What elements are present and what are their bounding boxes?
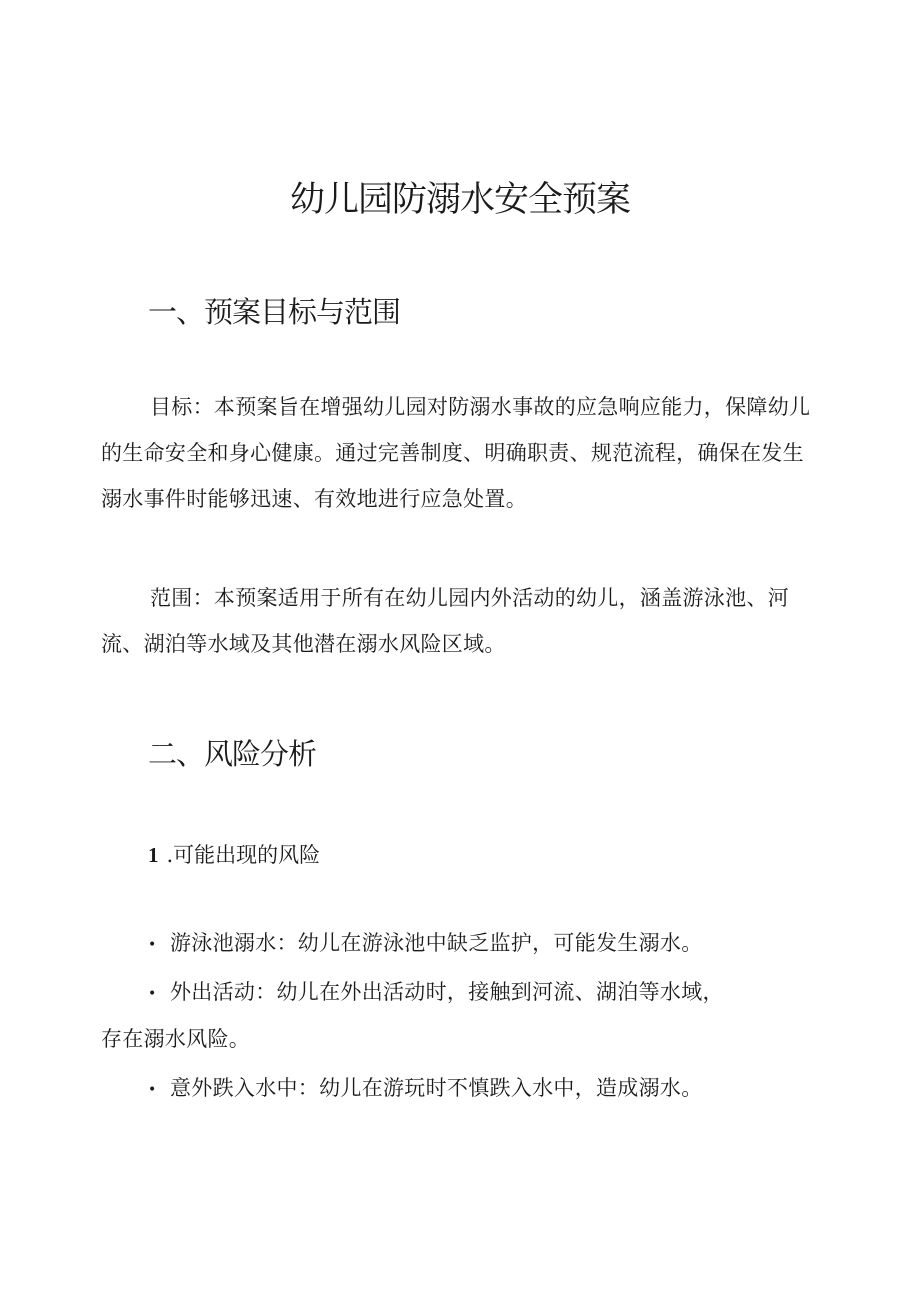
- list-item-text: 意外跌入水中：幼儿在游玩时不慎跌入水中，造成溺水。: [170, 1076, 703, 1100]
- paragraph-goal-line-3: 溺水事件时能够迅速、有效地进行应急处置。: [101, 487, 527, 511]
- section-heading-risk-analysis: 二、风险分析: [148, 737, 317, 771]
- paragraph-goal-line-2: 的生命安全和身心健康。通过完善制度、明确职责、规范流程，确保在发生: [101, 441, 804, 465]
- list-item: [148, 1073, 703, 1105]
- paragraph-goal-line-1: 目标：本预案旨在增强幼儿园对防溺水事故的应急响应能力，保障幼儿: [150, 395, 811, 419]
- paragraph-scope-line-2: 流、湖泊等水域及其他潜在溺水风险区域。: [101, 632, 506, 656]
- document-title: 幼儿园防溺水安全预案: [289, 180, 630, 220]
- list-item-text: 外出活动：幼儿在外出活动时，接触到河流、湖泊等水域，: [170, 980, 724, 1004]
- list-item-continuation: 存在溺水风险。: [101, 1027, 251, 1051]
- bullet-icon: •: [148, 1081, 157, 1098]
- subheading-label: .可能出现的风险: [166, 843, 321, 867]
- list-item-text: 游泳池溺水：幼儿在游泳池中缺乏监护，可能发生溺水。: [170, 931, 703, 955]
- section-heading-goals-scope: 一、预案目标与范围: [148, 295, 401, 329]
- bullet-icon: •: [148, 985, 157, 1002]
- bullet-icon: •: [148, 936, 157, 953]
- subheading-number: 1: [148, 843, 159, 867]
- paragraph-scope-line-1: 范围：本预案适用于所有在幼儿园内外活动的幼儿，涵盖游泳池、河: [150, 586, 789, 610]
- list-item: [148, 977, 724, 1009]
- subheading-possible-risks: [148, 840, 320, 870]
- list-item: [148, 928, 703, 960]
